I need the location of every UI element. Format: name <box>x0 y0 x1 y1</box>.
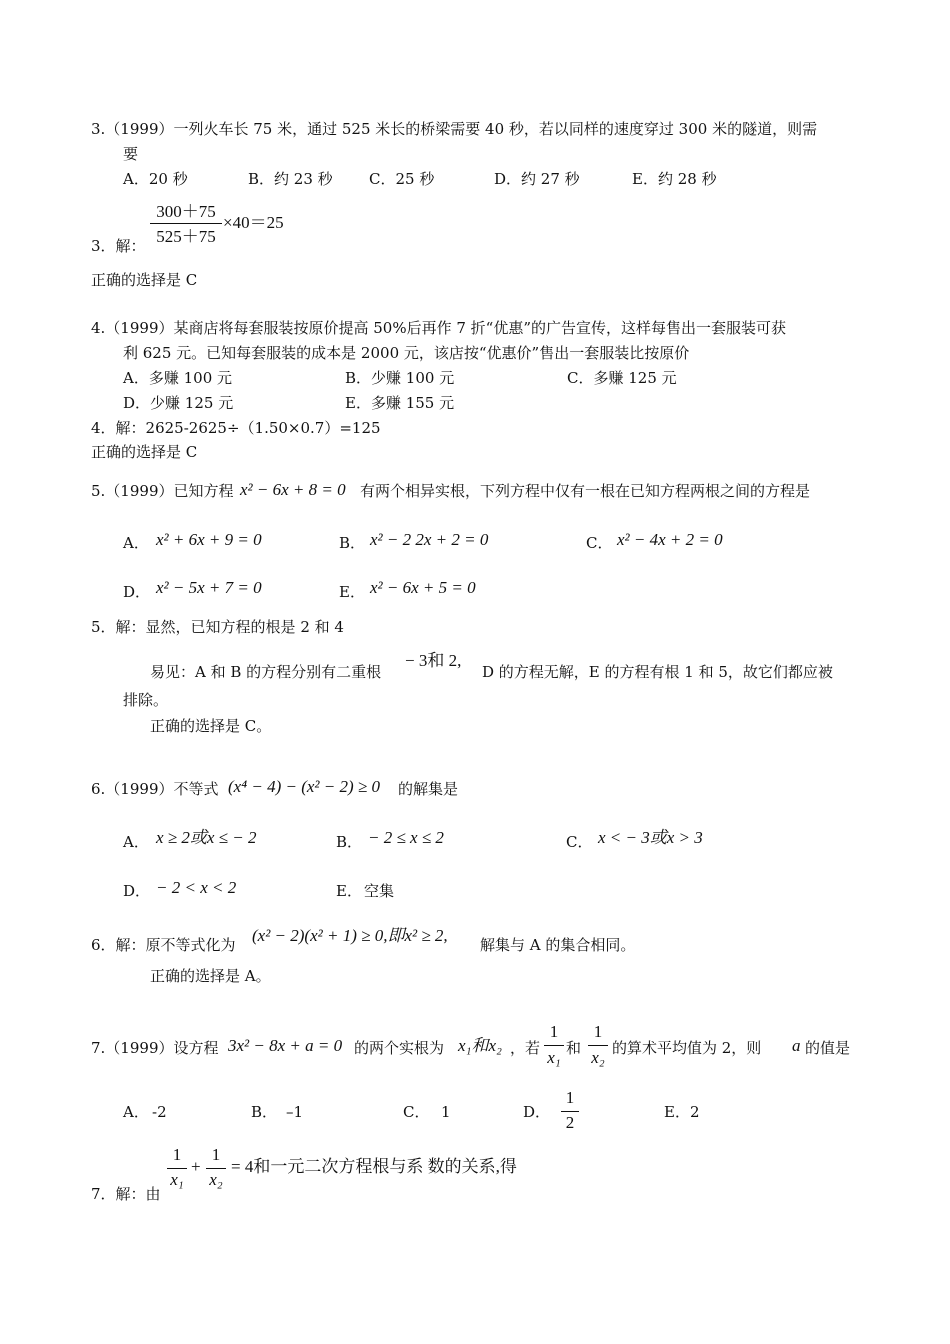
q3-option-c: C．25 秒 <box>369 170 435 188</box>
q7-stem-mid1: 的两个实根为 <box>354 1039 445 1057</box>
q7-option-d-bar <box>561 1111 579 1112</box>
q7-stem-suffix: 的值是 <box>805 1039 851 1057</box>
q7-option-d-num: 1 <box>565 1088 575 1107</box>
q7-option-d-label: D． <box>523 1103 551 1121</box>
q3-stem: 3.（1999）一列火车长 75 米，通过 525 米长的桥梁需要 40 秒，若以同样的速度穿过 300 米的隧道，则需 <box>91 120 818 138</box>
q3-stem-cont: 要 <box>123 145 139 163</box>
q4-option-a: A．多赚 100 元 <box>123 369 232 387</box>
q7-option-a-label: A． <box>123 1103 149 1121</box>
q5-option-e-label: E． <box>339 583 365 601</box>
q6-inequality: (x⁴ − 4) − (x² − 2) ≥ 0 <box>228 777 380 796</box>
q5-solution-line1: 5．解：显然，已知方程的根是 2 和 4 <box>91 618 344 636</box>
q7-option-c-label: C． <box>403 1103 430 1121</box>
q4-option-e: E．多赚 155 元 <box>345 394 455 412</box>
q5-option-b-label: B． <box>339 534 366 552</box>
q7-option-c-val: 1 <box>441 1103 451 1121</box>
q6-option-c-eq: x < − 3或x > 3 <box>598 828 703 847</box>
q6-option-d-label: D． <box>123 882 151 900</box>
q5-option-c-label: C． <box>586 534 613 552</box>
q5-option-c-eq: x² − 4x + 2 = 0 <box>617 530 723 549</box>
q7-frac2-num: 1 <box>593 1022 603 1041</box>
q7-sol-frac1-bar <box>167 1168 187 1169</box>
q3-answer: 正确的选择是 C <box>91 271 198 289</box>
q7-stem-mid3: 的算术平均值为 2，则 <box>612 1039 762 1057</box>
q3-option-a: A．20 秒 <box>123 170 188 188</box>
q4-option-b: B．少赚 100 元 <box>345 369 455 387</box>
q7-stem-prefix: 7.（1999）设方程 <box>91 1039 219 1057</box>
q7-sol-frac2-bar <box>206 1168 226 1169</box>
q7-option-b-label: B． <box>251 1103 278 1121</box>
q5-solution-line3: 排除。 <box>123 691 169 709</box>
q4-option-c: C．多赚 125 元 <box>567 369 677 387</box>
q6-answer: 正确的选择是 A。 <box>150 967 271 985</box>
q7-sol-frac1-den: x₁ <box>170 1170 184 1189</box>
q4-solution: 4．解：2625-2625÷（1.50×0.7）=125 <box>91 419 381 437</box>
q7-stem-mid2: ，若 <box>510 1039 541 1057</box>
q6-option-e-label: E． <box>336 882 362 900</box>
q5-stem-suffix: 有两个相异实根，下列方程中仅有一根在已知方程两根之间的方程是 <box>360 482 811 500</box>
q4-answer: 正确的选择是 C <box>91 443 198 461</box>
q6-solution-math: (x² − 2)(x² + 1) ≥ 0,即x² ≥ 2, <box>252 926 448 945</box>
q6-solution-suffix: 解集与 A 的集合相同。 <box>480 936 636 954</box>
q7-solution-label: 7．解：由 <box>91 1185 161 1203</box>
q7-frac1-den: x₁ <box>547 1048 561 1067</box>
q5-option-d-eq: x² − 5x + 7 = 0 <box>156 578 262 597</box>
q6-option-d-eq: − 2 < x < 2 <box>156 878 237 897</box>
q7-sol-frac2-den: x₂ <box>209 1170 223 1189</box>
q5-solution-line2a: 易见：A 和 B 的方程分别有二重根 <box>150 663 382 681</box>
q6-option-c-label: C． <box>566 833 593 851</box>
q6-stem-prefix: 6.（1999）不等式 <box>91 780 219 798</box>
q7-var-a: a <box>792 1036 801 1055</box>
q7-roots: x₁和x₂ <box>458 1036 502 1055</box>
q3-fraction-numerator: 300＋75 <box>156 202 216 221</box>
q7-sol-plus: + <box>191 1157 201 1176</box>
q6-option-a-label: A． <box>123 833 149 851</box>
q6-solution-prefix: 6．解：原不等式化为 <box>91 936 236 954</box>
q7-option-e-label: E． <box>664 1103 690 1121</box>
q6-option-b-eq: − 2 ≤ x ≤ 2 <box>368 828 444 847</box>
q5-option-a-label: A． <box>123 534 149 552</box>
q6-option-a-eq: x ≥ 2或x ≤ − 2 <box>156 828 257 847</box>
q7-sol-frac2-num: 1 <box>211 1145 221 1164</box>
q5-stem-prefix: 5.（1999）已知方程 <box>91 482 234 500</box>
q3-option-b: B．约 23 秒 <box>248 170 333 188</box>
q7-frac2-bar <box>588 1045 608 1046</box>
q7-option-d-den: 2 <box>565 1113 575 1132</box>
q6-option-e-text: 空集 <box>364 882 395 900</box>
q5-solution-line2c: D 的方程无解，E 的方程有根 1 和 5，故它们都应被 <box>482 663 833 681</box>
q7-sol-frac1-num: 1 <box>172 1145 182 1164</box>
q5-option-d-label: D． <box>123 583 151 601</box>
q4-option-d: D．少赚 125 元 <box>123 394 234 412</box>
q7-frac2-den: x₂ <box>591 1048 605 1067</box>
q7-frac1-bar <box>544 1045 564 1046</box>
q3-option-e: E．约 28 秒 <box>632 170 717 188</box>
q7-option-e-val: 2 <box>690 1103 700 1121</box>
q3-option-d: D．约 27 秒 <box>494 170 580 188</box>
q7-option-b-val: –1 <box>286 1103 304 1121</box>
q7-equation: 3x² − 8x + a = 0 <box>228 1036 343 1055</box>
q3-fraction-bar <box>150 223 222 224</box>
q6-option-b-label: B． <box>336 833 363 851</box>
q3-solution-label: 3．解： <box>91 237 146 255</box>
q7-and: 和 <box>566 1039 582 1057</box>
q5-answer: 正确的选择是 C。 <box>150 717 272 735</box>
q7-sol-rest: = 4和一元二次方程根与系 数的关系,得 <box>231 1157 517 1176</box>
q7-option-a-val: -2 <box>152 1103 167 1121</box>
q3-solution-rest: ×40＝25 <box>223 213 284 232</box>
q4-stem: 4.（1999）某商店将每套服装按原价提高 50%后再作 7 折“优惠”的广告宣传，这样每售出一套服装可获 <box>91 319 787 337</box>
q5-option-a-eq: x² + 6x + 9 = 0 <box>156 530 262 549</box>
q7-frac1-num: 1 <box>549 1022 559 1041</box>
q4-stem-cont: 利 625 元。已知每套服装的成本是 2000 元，该店按“优惠价”售出一套服装比按原价 <box>123 344 690 362</box>
q5-equation: x² − 6x + 8 = 0 <box>240 480 346 499</box>
q5-option-b-eq: x² − 2 2x + 2 = 0 <box>370 530 489 549</box>
q3-fraction-denominator: 525＋75 <box>156 227 216 246</box>
q5-option-e-eq: x² − 6x + 5 = 0 <box>370 578 476 597</box>
q5-solution-roots: − 3和 2, <box>405 651 462 670</box>
q6-stem-suffix: 的解集是 <box>398 780 459 798</box>
